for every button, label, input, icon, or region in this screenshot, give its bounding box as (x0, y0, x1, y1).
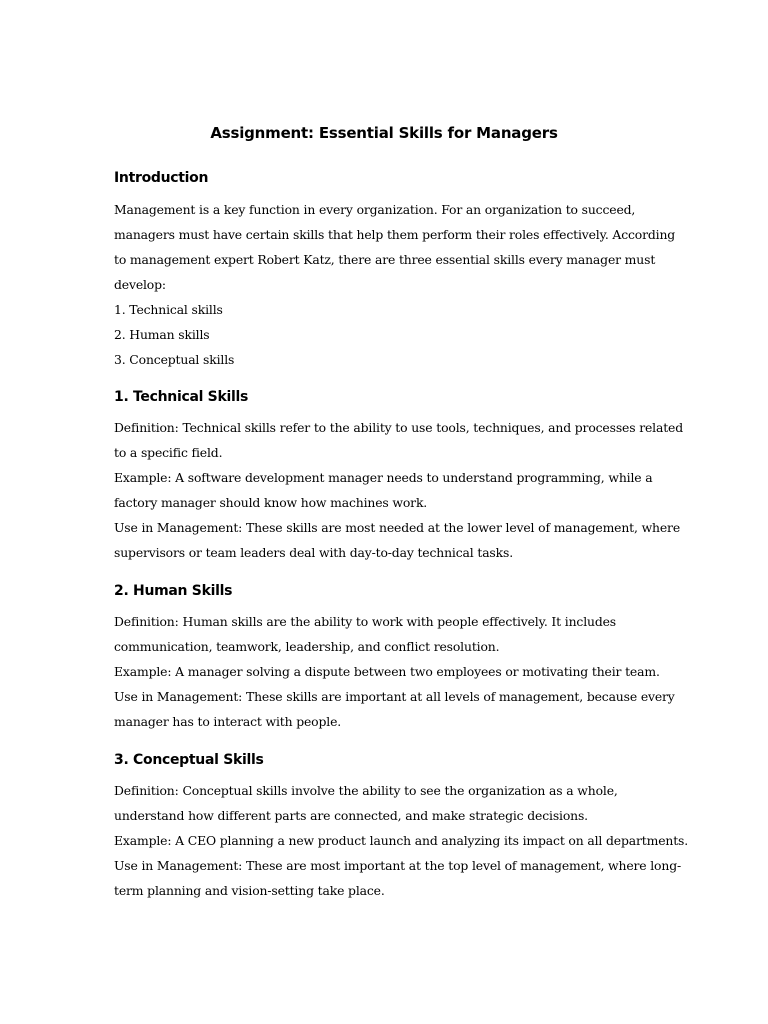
list-item: 1. Technical skills (114, 302, 223, 317)
paragraph-line: Definition: Human skills are the ability to work with people effectively. It includes (114, 614, 617, 629)
paragraph-line: Use in Management: These skills are important at all levels of management, because every (114, 689, 675, 704)
paragraph-line: Example: A manager solving a dispute between two employees or motivating their team. (114, 664, 660, 679)
section-heading-conceptual-skills: 3. Conceptual Skills (114, 752, 264, 768)
paragraph-line: manager has to interact with people. (114, 714, 342, 729)
paragraph-line: communication, teamwork, leadership, and conflict resolution. (114, 639, 500, 654)
paragraph-line: Use in Management: These are most important at the top level of management, where long- (114, 858, 682, 873)
section-heading-human-skills: 2. Human Skills (114, 583, 233, 599)
paragraph-line: to a specific field. (114, 445, 223, 460)
paragraph-line: term planning and vision-setting take place. (114, 883, 385, 898)
paragraph-line: supervisors or team leaders deal with day-to-day technical tasks. (114, 545, 513, 560)
paragraph-line: Management is a key function in every organization. For an organization to succeed, (114, 202, 636, 217)
paragraph-line: managers must have certain skills that help them perform their roles effectively. According (114, 227, 676, 242)
paragraph-line: to management expert Robert Katz, there are three essential skills every manager must (114, 252, 656, 267)
paragraph-line: Definition: Conceptual skills involve the ability to see the organization as a whole, (114, 783, 618, 798)
section-heading-technical-skills: 1. Technical Skills (114, 389, 248, 405)
paragraph-line: Use in Management: These skills are most needed at the lower level of management, where (114, 520, 681, 535)
document-title: Assignment: Essential Skills for Managers (210, 124, 558, 142)
paragraph-line: factory manager should know how machines work. (114, 495, 428, 510)
list-item: 2. Human skills (114, 327, 210, 342)
paragraph-line: Example: A software development manager needs to understand programming, while a (114, 470, 653, 485)
paragraph-line: understand how different parts are connected, and make strategic decisions. (114, 808, 588, 823)
list-item: 3. Conceptual skills (114, 352, 235, 367)
paragraph-line: Definition: Technical skills refer to the ability to use tools, techniques, and processes related (114, 420, 684, 435)
section-heading-introduction: Introduction (114, 170, 209, 186)
paragraph-line: develop: (114, 277, 166, 292)
paragraph-line: Example: A CEO planning a new product launch and analyzing its impact on all departments. (114, 833, 689, 848)
